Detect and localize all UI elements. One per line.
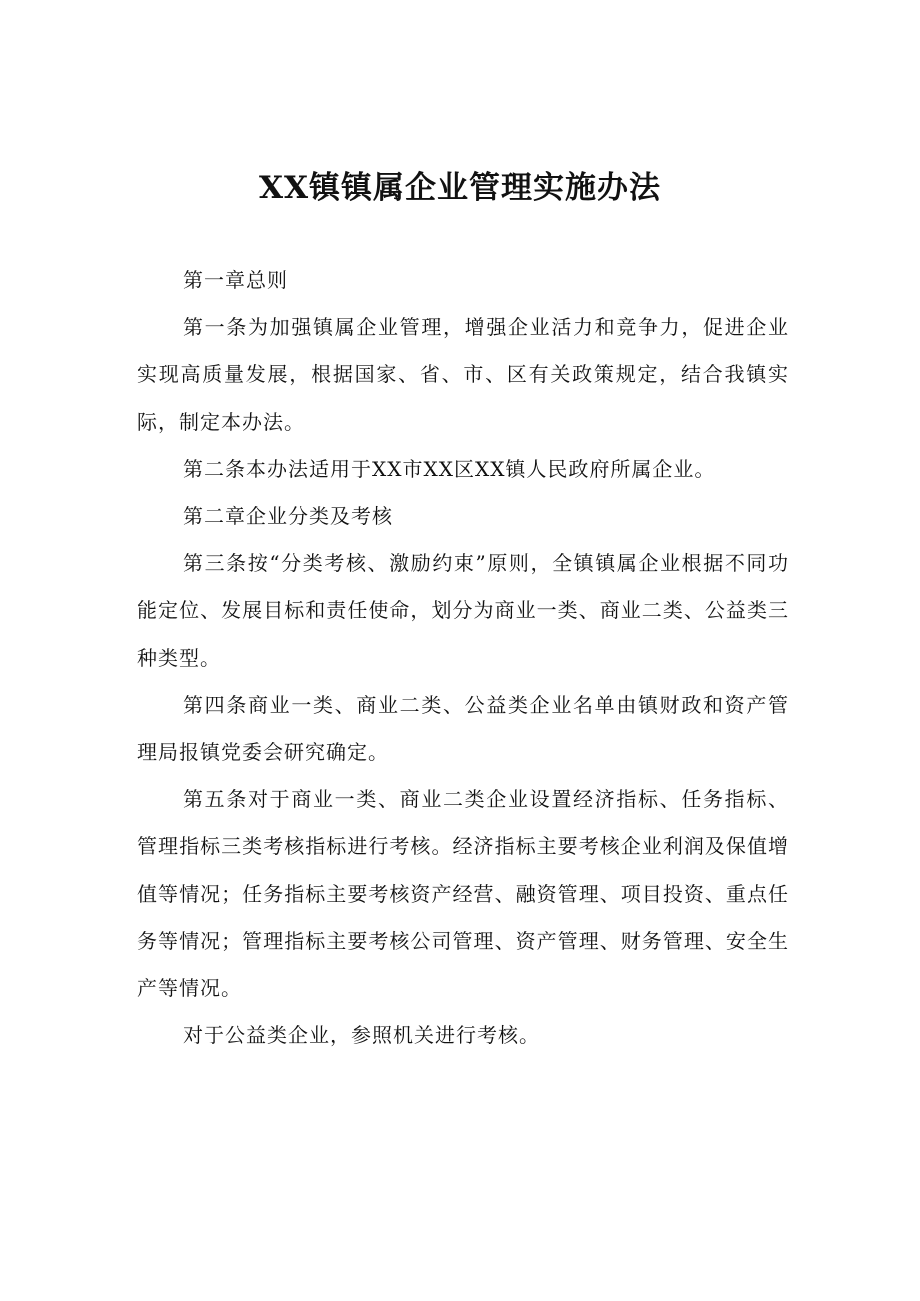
chapter-heading-2: 第二章企业分类及考核: [183, 504, 393, 529]
article-1: 第一条为加强镇属企业管理，增强企业活力和竞争力，促进企业实现高质量发展，根据国家、省、市、区有关政策规定，结合我镇实际，制定本办法。: [137, 315, 789, 434]
document-title: XX镇镇属企业管理实施办法: [258, 170, 662, 206]
article-5-supplement: 对于公益类企业，参照机关进行考核。: [183, 1023, 540, 1048]
document-body: [137, 257, 789, 1059]
article-2: 第二条本办法适用于XX市XX区XX镇人民政府所属企业。: [183, 456, 716, 481]
article-5: 第五条对于商业一类、商业二类企业设置经济指标、任务指标、管理指标三类考核指标进行考核。经济指标主要考核企业利润及保值增值等情况；任务指标主要考核资产经营、融资管理、项目投资、重点任务等情况；管理指标主要考核公司管理、资产管理、财务管理、安全生产等情况。: [137, 787, 789, 1001]
article-3: 第三条按“分类考核、激励约束”原则，全镇镇属企业根据不同功能定位、发展目标和责任使命，划分为商业一类、商业二类、公益类三种类型。: [137, 551, 789, 670]
article-4: 第四条商业一类、商业二类、公益类企业名单由镇财政和资产管理局报镇党委会研究确定。: [137, 692, 789, 765]
chapter-heading-1: 第一章总则: [183, 268, 288, 292]
